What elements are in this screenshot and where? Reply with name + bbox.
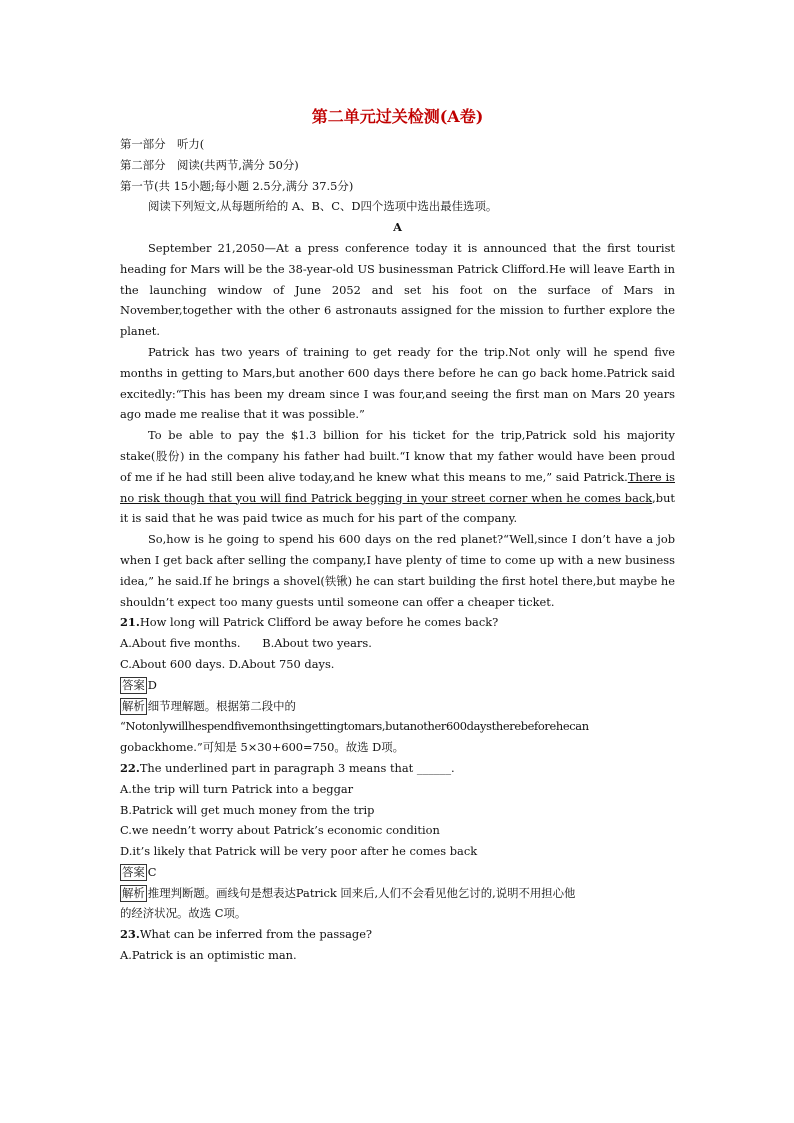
analysis-text: 细节理解题。根据第二段中的 [147,698,296,713]
part2-heading: 第二部分 阅读(共两节,满分 50分) [120,157,299,172]
answer-label: 答案 [122,864,145,879]
passage-paragraph-3 [120,425,675,529]
question-21-options-line2: C.About 600 days. D.About 750 days. [120,656,335,671]
question-22-option-a: A.the trip will turn Patrick into a beggar [120,781,354,796]
answer-label: 答案 [122,677,145,692]
p3-text-before: To be able to pay the $1.3 billion for his ticket for the trip,Patrick sold his majority stake(股份) in the company his father had built.“I know that my father would have been proud of me if he had still been alive today,and he knew what this means to me,” said Patrick. [120,428,675,484]
question-22-option-c: C.we needn’t worry about Patrick’s economic condition [120,823,440,838]
question-21-analysis-quote: “Notonlywillhespendfivemonthsingettingtomars,butanother600daystherebeforehecan [120,719,589,734]
p3-text-after: ,but it is said that he was paid twice as much for his part of the company. [120,490,675,526]
section1-heading: 第一节(共 15小题;每小题 2.5分,满分 37.5分) [120,178,354,193]
question-number: 23. [120,927,140,942]
question-21 [120,612,675,633]
question-stem: What can be inferred from the passage? [139,927,373,942]
question-22-option-d: D.it’s likely that Patrick will be very poor after he comes back [120,844,478,859]
page-title: 第二单元过关检测(A卷) [311,107,484,126]
p3-underlined-sentence: There is no risk though that you will find Patrick begging in your street corner when he comes back [120,469,675,505]
question-22-analysis-cont: 的经济状况。故选 C项。 [120,906,247,921]
question-23 [120,924,675,945]
part1-heading: 第一部分 听力( [120,137,205,151]
question-22-option-b: B.Patrick will get much money from the trip [120,802,375,817]
passage-paragraph-4: So,how is he going to spend his 600 days on the red planet?“Well,since I don’t have a job when I get back after selling the company,I have plenty of time to come up with a new business idea,” he said.If he brings a shovel(铁锹) he can start building the first hotel there,but maybe he shouldn’t expect too many guests until someone can offer a cheaper ticket. [120,532,675,609]
question-21-analysis [120,696,675,717]
question-22 [120,758,675,779]
question-stem: How long will Patrick Clifford be away before he comes back? [139,615,499,630]
analysis-label: 解析 [122,885,145,900]
question-number: 21. [120,615,140,630]
question-22-analysis [120,883,675,904]
answer-value: C [147,864,157,879]
analysis-text: 推理判断题。画线句是想表达Patrick 回来后,人们不会看见他乞讨的,说明不用担心他 [147,885,576,900]
answer-value: D [147,677,157,692]
question-22-answer [120,862,675,883]
passage-label: A [393,220,402,235]
instruction-text: 阅读下列短文,从每题所给的 A、B、C、D四个选项中选出最佳选项。 [148,199,498,214]
question-21-options-line1: A.About five months. B.About two years. [120,636,372,651]
question-21-analysis-conclusion: gobackhome.”可知是 5×30+600=750。故选 D项。 [120,740,405,755]
question-number: 22. [120,760,140,775]
question-23-option-a: A.Patrick is an optimistic man. [120,948,297,963]
passage-paragraph-1: September 21,2050—At a press conference today it is announced that the first tourist heading for Mars will be the 38-year-old US businessman Patrick Clifford.He will leave Earth in the launching window of June 2052 and set his foot on the surface of Mars in November,together with the other 6 astronauts assigned for the mission to further explore the planet. [120,240,675,339]
passage-paragraph-2: Patrick has two years of training to get ready for the trip.Not only will he spend five months in getting to Mars,but another 600 days there before he can go back home.Patrick said excitedly:“This has been my dream since I was four,and seeing the first man on Mars 20 years ago made me realise that it was possible.” [120,344,675,422]
question-21-answer [120,675,675,696]
analysis-label: 解析 [122,698,145,713]
question-stem: The underlined part in paragraph 3 means that ______. [139,760,455,775]
document-page [120,104,675,966]
